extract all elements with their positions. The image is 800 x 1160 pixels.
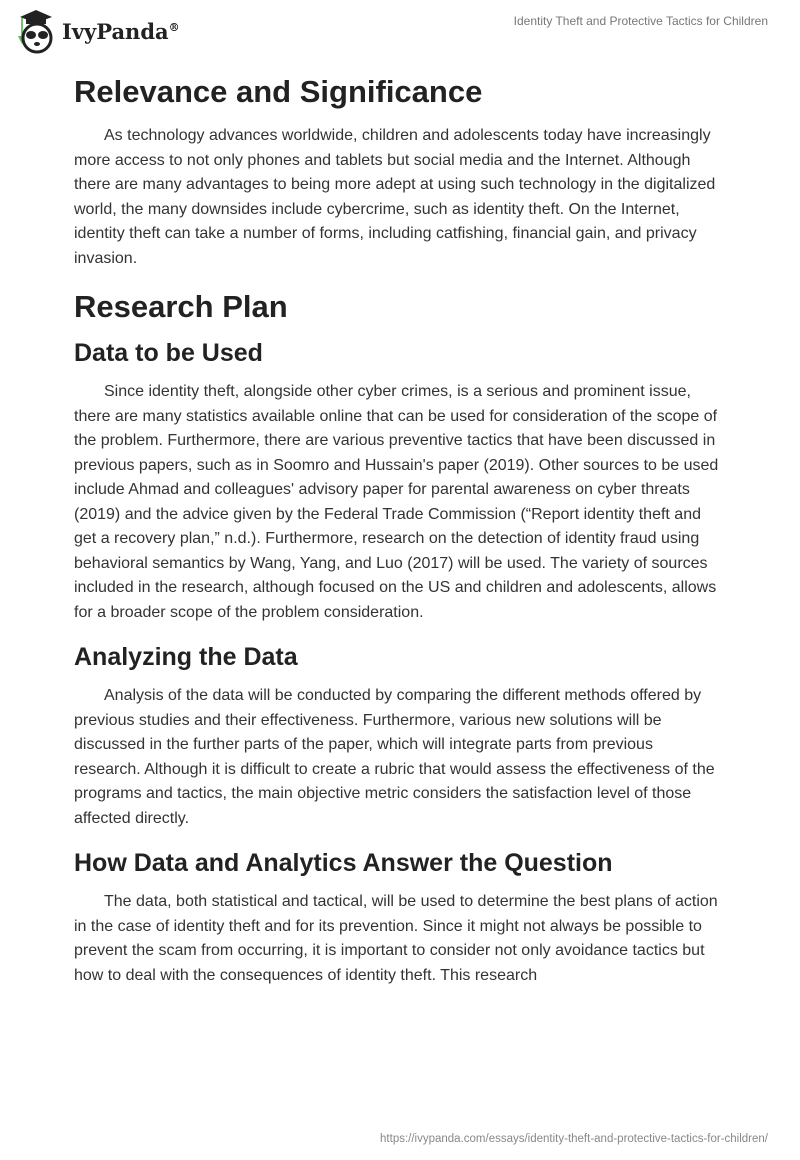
logo[interactable] bbox=[16, 8, 180, 54]
document-title: Identity Theft and Protective Tactics for Children bbox=[513, 14, 768, 28]
source-url[interactable]: https://ivypanda.com/essays/identity-theft-and-protective-tactics-for-children/ bbox=[380, 1133, 768, 1145]
heading-analyzing-data: Analyzing the Data bbox=[74, 643, 298, 671]
article-body bbox=[74, 70, 724, 1002]
header bbox=[0, 0, 800, 50]
logo-text: IvyPanda bbox=[62, 18, 169, 44]
registered-mark: ® bbox=[168, 20, 180, 34]
heading-research-plan: Research Plan bbox=[74, 289, 288, 324]
paragraph-how-data-answers: The data, both statistical and tactical, will be used to determine the best plans of action in the case of identity theft and for its prevention. Since it might not always be possible to prevent the scam from occurring, it is important to consider not only avoidance tactics but how to deal with the consequences of identity theft. This research bbox=[74, 893, 718, 984]
heading-data-to-be-used: Data to be Used bbox=[74, 339, 263, 367]
paragraph-relevance: As technology advances worldwide, children and adolescents today have increasingly more access to not only phones and tablets but social media and the Internet. Although there are many advantages to being more adept at using such technology in the digitalized world, the many downsides include cybercrime, such as identity theft. On the Internet, identity theft can take a number of forms, including catfishing, financial gain, and privacy invasion. bbox=[74, 127, 716, 267]
heading-relevance: Relevance and Significance bbox=[74, 74, 483, 109]
heading-how-data-answers: How Data and Analytics Answer the Question bbox=[74, 849, 613, 877]
panda-logo-icon bbox=[16, 8, 56, 54]
paragraph-data-to-be-used: Since identity theft, alongside other cyber crimes, is a serious and prominent issue, there are many statistics available online that can be used for consideration of the scope of the problem. Furthermore, there are various preventive tactics that have been discussed in previous papers, such as in Soomro and Hussain's paper (2019). Other sources to be used include Ahmad and colleagues' advisory paper for parental awareness on cyber threats (2019) and the advice given by the Federal Trade Commission (“Report identity theft and get a recovery plan,” n.d.). Furthermore, research on the detection of identity fraud using behavioral semantics by Wang, Yang, and Luo (2017) will be used. The variety of sources included in the research, although focused on the US and children and adolescents, allows for a broader scope of the problem consideration. bbox=[74, 383, 719, 621]
paragraph-analyzing-data: Analysis of the data will be conducted by comparing the different methods offered by previous studies and their effectiveness. Furthermore, various new solutions will be discussed in the further parts of the paper, which will integrate parts from previous research. Although it is difficult to create a rubric that would assess the effectiveness of the programs and tactics, the main objective metric considers the satisfaction level of those affected directly. bbox=[74, 687, 715, 827]
